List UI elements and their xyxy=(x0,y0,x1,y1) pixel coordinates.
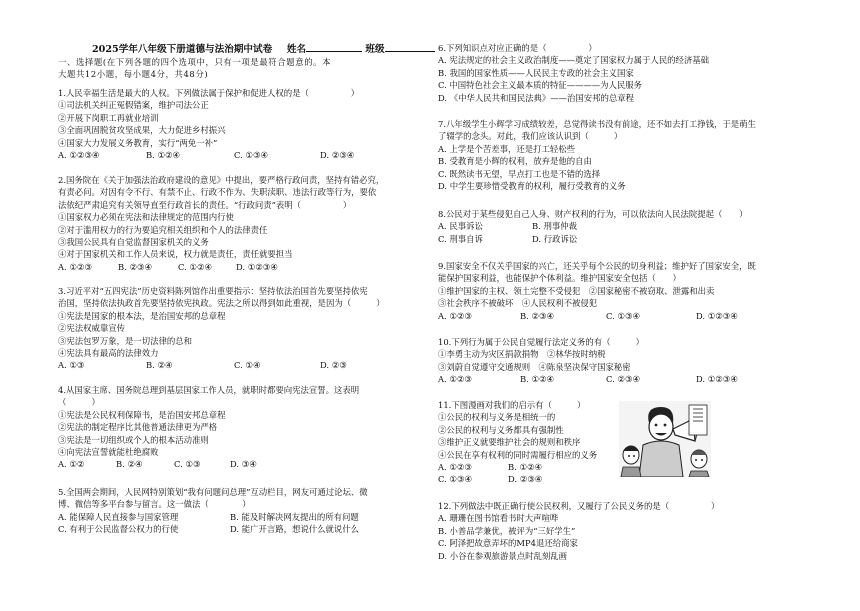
question-stem: 12.下列做法中既正确行使公民权利，又履行了公民义务的是（ ） xyxy=(438,501,720,511)
option-b[interactable]: B. ①②④ xyxy=(146,150,181,161)
question-8 xyxy=(438,208,813,245)
statement-item: ③维护正义就要维护社会的规则和秩序 xyxy=(438,437,581,448)
question-stem: 法依纪严肃追究有关领导直至行政首长的责任。“行政问责”表明（ ） xyxy=(58,199,352,210)
statement-item: ③宪法包罗万象，是一切法律的总和 xyxy=(58,335,192,346)
question-stem: 11.下图漫画对我们的启示有（ ） xyxy=(438,400,586,410)
question-stem: 2.国务院在《关于加强法治政府建设的意见》中提出，要严格行政问责，坚持有错必究， xyxy=(58,175,385,185)
statement-item: ②对于滥用权力的行为要追究相关组织和个人的法律责任 xyxy=(58,224,268,235)
option-item[interactable]: B. 小普品学兼优，被评为“三好学生” xyxy=(438,525,576,536)
option-d[interactable]: D. 能广开言路，想说什么就说什么 xyxy=(230,524,359,535)
option-d[interactable]: D. ①②③④ xyxy=(236,261,278,272)
option-item[interactable]: B. 受教育是小辉的权利，放弃是他的自由 xyxy=(438,156,592,167)
answer-options xyxy=(58,523,426,535)
question-stem: 了辍学的念头。对此，我们应该认识到（ ） xyxy=(438,131,623,142)
question-7 xyxy=(438,118,813,192)
statement-item: ①维护国家的主权、领土完整不受侵犯 ②国家秘密不被窃取、泄露和出卖 xyxy=(438,285,715,296)
option-a[interactable]: A. ①②③ xyxy=(438,310,472,321)
question-stem: 博、微信等多平台参与留言。这一做法（ ） xyxy=(58,499,251,510)
question-12 xyxy=(438,500,813,562)
answer-options xyxy=(438,473,618,485)
option-b[interactable]: B. ②③④ xyxy=(118,261,153,272)
option-d[interactable]: D. ②③④ xyxy=(320,150,355,161)
answer-options xyxy=(58,261,426,273)
option-item[interactable]: B. 我国的国家性质——人民民主专政的社会主义国家 xyxy=(438,67,634,78)
option-c[interactable]: C. ②③④ xyxy=(606,374,640,385)
answer-options xyxy=(58,359,426,371)
cartoon-illustration xyxy=(619,401,711,477)
question-stem: 5.全国两会期间，人民网特别策划“我有问题问总理”互动栏目，网友可通过论坛、微 xyxy=(58,487,368,497)
statement-item: ①宪法是公民权利保障书，是治国安邦总章程 xyxy=(58,409,226,420)
option-item[interactable]: C. 阿泽把故意弄坏的MP4退还给商家 xyxy=(438,538,578,549)
statement-item: ③刘蔚自觉遵守交通规则 ④陈泉坚决保守国家秘密 xyxy=(438,361,631,372)
name-blank[interactable] xyxy=(306,42,362,52)
option-a[interactable]: A. ①②③ xyxy=(58,261,92,272)
answer-options xyxy=(438,461,618,473)
question-stem: 8.公民对于某些侵犯自己人身、财产权利的行为，可以依法向人民法院提起（ ） xyxy=(438,209,748,219)
option-b[interactable]: B. ②③④ xyxy=(520,310,555,321)
question-11 xyxy=(438,399,618,486)
option-item[interactable]: D. 《中华人民共和国民法典》——治国安邦的总章程 xyxy=(438,92,634,103)
statement-item: ④向宪法宣誓就能杜绝腐败 xyxy=(58,447,159,458)
statement-item: ③我国公民具有自觉监督国家机关的义务 xyxy=(58,237,209,248)
name-label: 姓名 xyxy=(286,44,307,55)
option-c[interactable]: C. ①③④ xyxy=(438,474,472,485)
statement-item: ④对于国家机关和工作人员来说，权力就是责任，责任就要担当 xyxy=(58,249,293,260)
question-stem: 6.下列知识点对应正确的是（ ） xyxy=(438,43,597,53)
answer-options xyxy=(438,233,813,245)
section-intro-line: 大题共12小题，每小题4分，共48分) xyxy=(58,69,209,80)
question-10 xyxy=(438,336,813,386)
option-c[interactable]: C. ①②④ xyxy=(178,261,212,272)
statement-item: ①李勇主动为灾区捐款捐物 ②林华按时纳税 xyxy=(438,349,606,360)
statement-item: ③宪法是一切组织或个人的根本活动准则 xyxy=(58,434,209,445)
option-a[interactable]: A. 民事诉讼 xyxy=(438,221,483,232)
option-a[interactable]: A. ①③ xyxy=(58,360,85,371)
answer-options xyxy=(58,458,426,470)
statement-item: ③社会秩序不被破坏 ④人民权利不被侵犯 xyxy=(438,298,598,309)
statement-item: ④公民在享有权利的同时需履行相应的义务 xyxy=(438,449,598,460)
statement-item: ④宪法具有最高的法律效力 xyxy=(58,348,159,359)
question-stem: 3.习近平对“五四宪法”历史资料陈列馆作出重要指示：坚持依法治国首先要坚持依宪 xyxy=(58,286,368,296)
option-item[interactable]: C. 既然读书无望，早点打工也是不错的选择 xyxy=(438,168,601,179)
option-item[interactable]: A. 珊珊在图书馆看书时大声喧哗 xyxy=(438,513,559,524)
option-a[interactable]: A. ①② xyxy=(58,459,85,470)
question-2 xyxy=(58,174,426,273)
option-c[interactable]: C. ①④ xyxy=(234,360,261,371)
question-stem: 7.八年级学生小辉学习成绩较差，总觉得读书没有前途，还不如去打工挣钱，于是萌生 xyxy=(438,119,756,129)
statement-item: ②开展下岗职工再就业培训 xyxy=(58,112,159,123)
option-item[interactable]: A. 上学是个苦差事，还是打工轻松些 xyxy=(438,143,575,154)
option-b[interactable]: B. ①②④ xyxy=(520,374,555,385)
statement-item: ②宪法权威靠宣传 xyxy=(58,323,125,334)
statement-item: ②宪法的制定程序比其他普通法律更为严格 xyxy=(58,422,218,433)
option-c[interactable]: C. ①③④ xyxy=(234,150,268,161)
option-b[interactable]: B. ①②④ xyxy=(508,462,543,473)
exam-header xyxy=(92,42,432,56)
question-stem: 能保护国家利益，也能保护个体利益。维护国家安全包括（ ） xyxy=(438,273,681,284)
class-label: 班级 xyxy=(365,44,385,55)
statement-item: ①宪法是国家的根本法，是治国安邦的总章程 xyxy=(58,310,226,321)
section-intro-line: 一、选择题(在下列各题的四个选项中，只有一项是最符合题意的。本 xyxy=(58,57,332,67)
statement-item: ①司法机关纠正冤假错案，维护司法公正 xyxy=(58,100,209,111)
statement-item: ③全面巩固脱贫攻坚成果，大力促进乡村振兴 xyxy=(58,125,226,136)
option-b[interactable]: B. 刑事仲裁 xyxy=(532,221,577,232)
question-stem: 10.下列行为属于公民自觉履行法定义务的有（ ） xyxy=(438,337,644,347)
class-blank[interactable] xyxy=(385,42,435,52)
question-stem: 4.从国家主席、国务院总理到基层国家工作人员，就职时都要向宪法宣誓。这表明 xyxy=(58,385,360,395)
question-9 xyxy=(438,260,813,322)
question-stem: 治国，坚持依法执政首先要坚持依宪执政。宪法之所以得到如此重视，是因为（ ） xyxy=(58,298,385,309)
option-c[interactable]: C. 刑事自诉 xyxy=(438,233,483,244)
option-d[interactable]: D. ②③④ xyxy=(508,474,543,485)
option-item[interactable]: D. 小谷在参观旅游景点时乱刻乱画 xyxy=(438,550,567,561)
option-b[interactable]: B. ②④ xyxy=(146,360,173,371)
answer-options xyxy=(438,310,813,322)
answer-options xyxy=(438,373,813,385)
answer-options xyxy=(58,511,426,523)
option-a[interactable]: A. ①②③ xyxy=(438,374,472,385)
question-1 xyxy=(58,87,426,161)
statement-item: ②公民的权利与义务都具有强制性 xyxy=(438,424,564,435)
option-c[interactable]: C. ①③④ xyxy=(606,310,640,321)
question-stem: （ ） xyxy=(58,397,100,408)
question-stem: 9.国家安全不仅关乎国家的兴亡，还关乎每个公民的切身利益；维护好了国家安全，既 xyxy=(438,261,756,271)
option-a[interactable]: A. ①②③ xyxy=(438,462,472,473)
question-4 xyxy=(58,384,426,471)
option-a[interactable]: A. 能保障人民直接参与国家管理 xyxy=(58,511,179,522)
option-a[interactable]: A. ①②③④ xyxy=(58,150,100,161)
question-6 xyxy=(438,42,813,104)
statement-item: ①国家权力必须在宪法和法律规定的范围内行使 xyxy=(58,212,234,223)
answer-options xyxy=(438,220,813,232)
option-item[interactable]: D. 中学生要珍惜受教育的权利，履行受教育的义务 xyxy=(438,181,626,192)
option-item[interactable]: A. 宪法规定的社会主义政治制度——奠定了国家权力属于人民的经济基础 xyxy=(438,55,709,66)
option-b[interactable]: B. 能及时解决网友提出的所有问题 xyxy=(230,511,359,522)
option-c[interactable]: C. 有利于公民监督公权力的行使 xyxy=(58,524,179,535)
option-d[interactable]: D. ③④ xyxy=(230,459,257,470)
option-d[interactable]: D. ①②③④ xyxy=(696,310,738,321)
question-stem: 1.人民幸福生活是最大的人权。下列做法属于保护和促进人权的是（ ） xyxy=(58,88,360,98)
statement-item: ④国家大力发展义务教育，实行“两免一补” xyxy=(58,137,218,148)
option-d[interactable]: D. ①②③④ xyxy=(696,374,738,385)
option-item[interactable]: C. 中国特色社会主义最本质的特征————为人民服务 xyxy=(438,80,643,91)
statement-item: ①公民的权利与义务是相统一的 xyxy=(438,412,556,423)
answer-options xyxy=(58,149,426,161)
exam-title: 2025学年八年级下册道德与法治期中试卷 xyxy=(92,44,273,55)
question-3 xyxy=(58,285,426,372)
section-intro xyxy=(58,56,426,81)
option-d[interactable]: D. 行政诉讼 xyxy=(532,233,578,244)
question-stem: 有责必问。对因有令不行、有禁不止、行政不作为、失职渎职、违法行政等行为，要依 xyxy=(58,187,377,198)
option-b[interactable]: B. ②④ xyxy=(116,459,143,470)
option-c[interactable]: C. ①③ xyxy=(174,459,201,470)
question-5 xyxy=(58,486,426,536)
option-d[interactable]: D. ②③ xyxy=(320,360,347,371)
